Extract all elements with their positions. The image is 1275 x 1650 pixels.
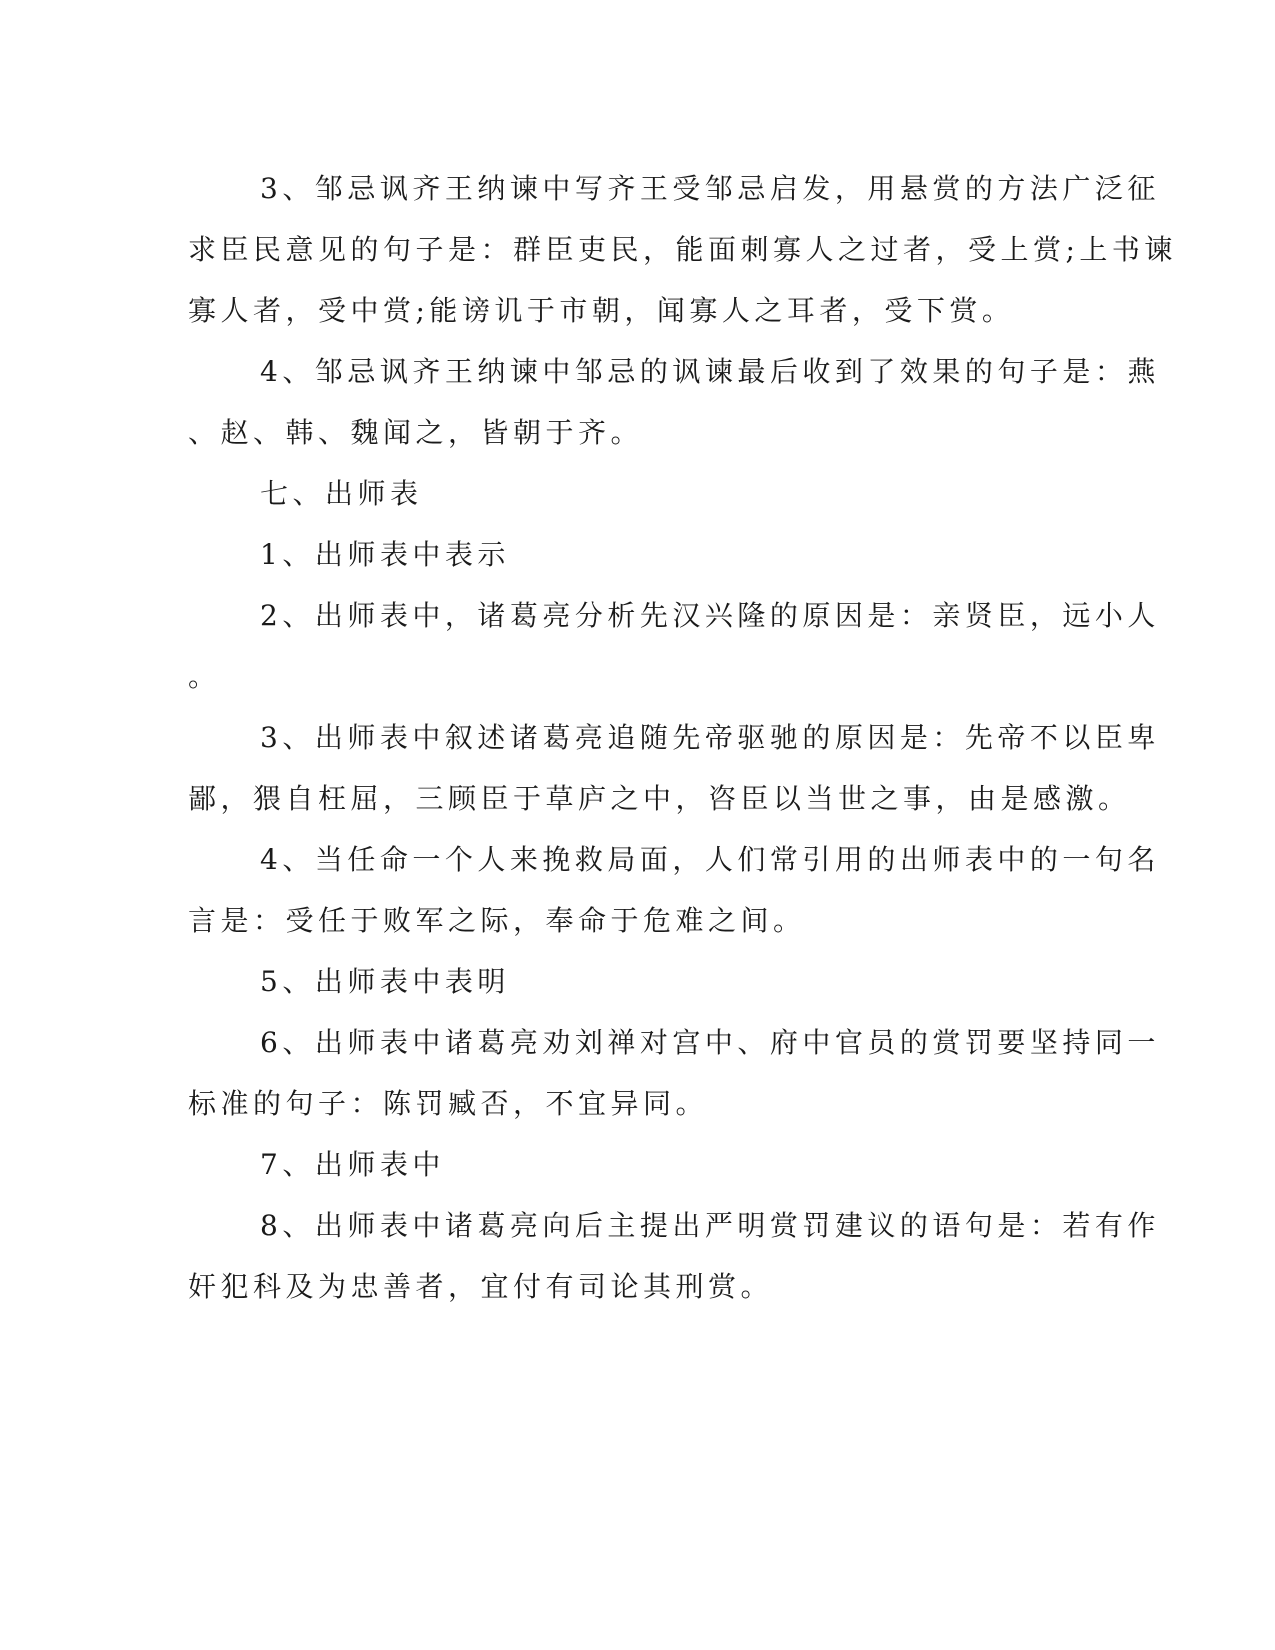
paragraph-line: 4、邹忌讽齐王纳谏中邹忌的讽谏最后收到了效果的句子是：燕 xyxy=(260,355,1160,388)
paragraph-line: 3、邹忌讽齐王纳谏中写齐王受邹忌启发，用悬赏的方法广泛征 xyxy=(260,172,1160,205)
paragraph-line: 言是：受任于败军之际，奉命于危难之间。 xyxy=(188,904,806,937)
paragraph-line: 1、出师表中表示 xyxy=(260,538,510,571)
paragraph-line: 求臣民意见的句子是：群臣吏民，能面刺寡人之过者，受上赏;上书谏 xyxy=(188,233,1177,266)
section-heading: 七、出师表 xyxy=(260,477,423,510)
paragraph-line: 寡人者，受中赏;能谤讥于市朝，闻寡人之耳者，受下赏。 xyxy=(188,294,1015,327)
paragraph-line: 2、出师表中，诸葛亮分析先汉兴隆的原因是：亲贤臣，远小人 xyxy=(260,599,1160,632)
document-body xyxy=(188,158,1177,1317)
paragraph-line: 8、出师表中诸葛亮向后主提出严明赏罚建议的语句是：若有作 xyxy=(260,1209,1160,1242)
paragraph-line: 。 xyxy=(188,660,221,693)
paragraph-line: 6、出师表中诸葛亮劝刘禅对宫中、府中官员的赏罚要坚持同一 xyxy=(260,1026,1160,1059)
paragraph-line: 4、当任命一个人来挽救局面，人们常引用的出师表中的一句名 xyxy=(260,843,1160,876)
paragraph-line: 奸犯科及为忠善者，宜付有司论其刑赏。 xyxy=(188,1270,774,1303)
paragraph-line: 鄙，猥自枉屈，三顾臣于草庐之中，咨臣以当世之事，由是感激。 xyxy=(188,782,1131,815)
paragraph-line: 3、出师表中叙述诸葛亮追随先帝驱驰的原因是：先帝不以臣卑 xyxy=(260,721,1160,754)
paragraph-line: 5、出师表中表明 xyxy=(260,965,510,998)
paragraph-line: 、赵、韩、魏闻之，皆朝于齐。 xyxy=(188,416,644,449)
paragraph-line: 7、出师表中 xyxy=(260,1148,445,1181)
paragraph-line: 标准的句子：陈罚臧否，不宜异同。 xyxy=(188,1087,709,1120)
